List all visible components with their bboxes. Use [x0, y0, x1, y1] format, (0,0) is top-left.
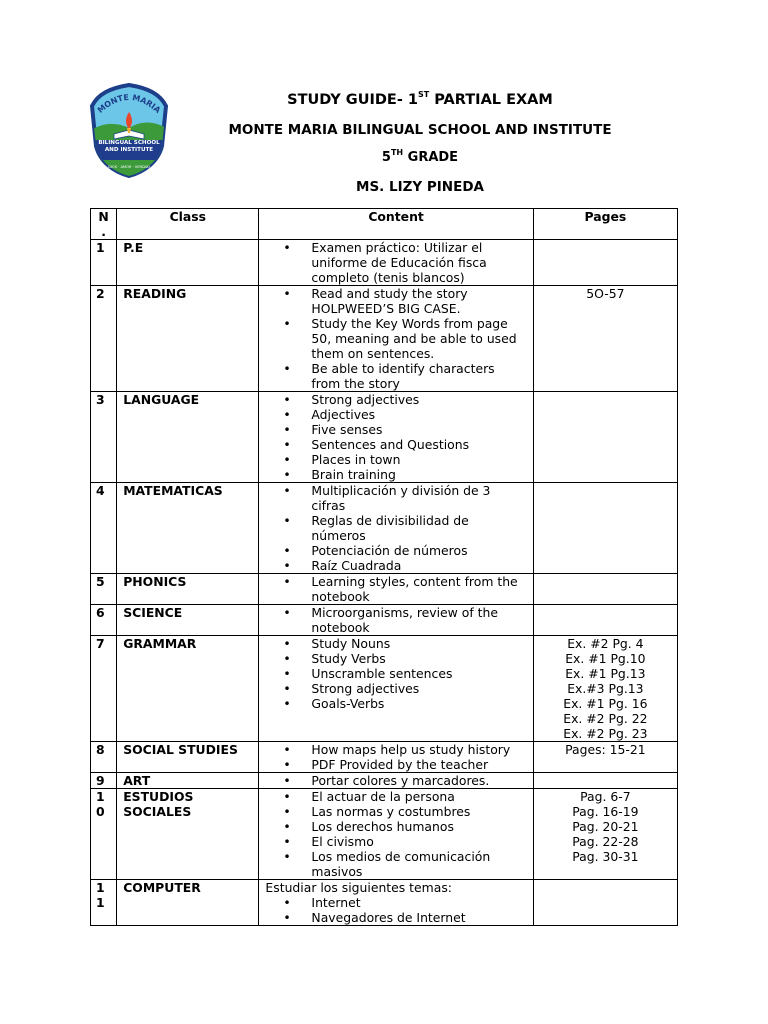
content-item: • Raíz Cuadrada	[265, 558, 526, 573]
row-pages	[533, 483, 677, 574]
row-number: 1 0	[91, 789, 117, 880]
row-class: ART	[117, 773, 259, 789]
header-num: N .	[91, 209, 117, 240]
content-item: • Goals-Verbs	[265, 696, 526, 711]
content-item: • Microorganisms, review of the notebook	[265, 605, 526, 635]
content-item: • Navegadores de Internet	[265, 910, 526, 925]
row-class: LANGUAGE	[117, 392, 259, 483]
row-content	[259, 789, 533, 880]
content-list	[265, 742, 526, 772]
table-row	[91, 636, 678, 742]
row-number: 7	[91, 636, 117, 742]
content-item: • El actuar de la persona	[265, 789, 526, 804]
row-number: 3	[91, 392, 117, 483]
table-row	[91, 483, 678, 574]
table-row	[91, 789, 678, 880]
content-item: • Los derechos humanos	[265, 819, 526, 834]
row-content	[259, 240, 533, 286]
row-pages	[533, 574, 677, 605]
content-item: • Adjectives	[265, 407, 526, 422]
table-row	[91, 574, 678, 605]
row-content	[259, 773, 533, 789]
row-class: MATEMATICAS	[117, 483, 259, 574]
content-item: • Strong adjectives	[265, 681, 526, 696]
row-content	[259, 880, 533, 926]
content-item: • Study Nouns	[265, 636, 526, 651]
content-list	[265, 240, 526, 285]
row-content	[259, 574, 533, 605]
row-class: ESTUDIOS SOCIALES	[117, 789, 259, 880]
row-pages	[533, 605, 677, 636]
row-number: 9	[91, 773, 117, 789]
row-class: SOCIAL STUDIES	[117, 742, 259, 773]
row-content	[259, 636, 533, 742]
content-item: • Las normas y costumbres	[265, 804, 526, 819]
content-item: • Brain training	[265, 467, 526, 482]
content-item: • Read and study the story HOLPWEED’S BIG CASE.	[265, 286, 526, 316]
row-number: 1 1	[91, 880, 117, 926]
content-item: • Internet	[265, 895, 526, 910]
table-row	[91, 392, 678, 483]
content-list	[265, 286, 526, 391]
row-pages	[533, 880, 677, 926]
teacher-name: MS. LIZY PINEDA	[356, 179, 484, 195]
logo-motto: DIOS · AMOR · VERDAD	[108, 165, 150, 169]
content-item: • How maps help us study history	[265, 742, 526, 757]
grade-label: 5TH GRADE	[381, 148, 459, 165]
row-number: 6	[91, 605, 117, 636]
row-pages: 5O-57	[533, 286, 677, 392]
row-class: READING	[117, 286, 259, 392]
content-item: • Sentences and Questions	[265, 437, 526, 452]
content-item: • Portar colores y marcadores.	[265, 773, 526, 788]
row-content	[259, 483, 533, 574]
row-pages	[533, 773, 677, 789]
content-list	[265, 392, 526, 482]
content-item: • Examen práctico: Utilizar el uniforme de Educación fisca completo (tenis blancos)	[265, 240, 526, 285]
content-list	[265, 605, 526, 635]
content-list	[265, 773, 526, 788]
row-content	[259, 605, 533, 636]
row-number: 5	[91, 574, 117, 605]
logo-banner-text: BILINGUAL SCHOOL AND INSTITUTE	[98, 140, 160, 153]
row-pages: Pages: 15-21	[533, 742, 677, 773]
content-item: • Learning styles, content from the notebook	[265, 574, 526, 604]
table-row	[91, 286, 678, 392]
table-row	[91, 605, 678, 636]
content-item: • Potenciación de números	[265, 543, 526, 558]
content-list	[265, 789, 526, 879]
row-class: P.E	[117, 240, 259, 286]
content-intro: Estudiar los siguientes temas:	[265, 880, 452, 895]
row-class: PHONICS	[117, 574, 259, 605]
content-item: • Unscramble sentences	[265, 666, 526, 681]
page-title: STUDY GUIDE- 1ST PARTIAL EXAM	[287, 90, 553, 108]
content-item: • Five senses	[265, 422, 526, 437]
row-pages	[533, 240, 677, 286]
school-logo	[88, 82, 170, 178]
content-item: • Study Verbs	[265, 651, 526, 666]
row-pages: Pag. 6-7 Pag. 16-19 Pag. 20-21 Pag. 22-28 Pag. 30-31	[533, 789, 677, 880]
table-row	[91, 742, 678, 773]
content-list	[265, 895, 526, 925]
table-header-row	[91, 209, 678, 240]
row-class: GRAMMAR	[117, 636, 259, 742]
content-item: • Reglas de divisibilidad de números	[265, 513, 526, 543]
header-pages: Pages	[533, 209, 677, 240]
row-pages	[533, 392, 677, 483]
content-item: • El civismo	[265, 834, 526, 849]
row-number: 4	[91, 483, 117, 574]
content-item: • Strong adjectives	[265, 392, 526, 407]
row-class: COMPUTER	[117, 880, 259, 926]
row-number: 1	[91, 240, 117, 286]
table-row	[91, 240, 678, 286]
row-content	[259, 392, 533, 483]
content-list	[265, 574, 526, 604]
table-row	[91, 773, 678, 789]
content-item: • PDF Provided by the teacher	[265, 757, 526, 772]
content-item: • Multiplicación y división de 3 cifras	[265, 483, 526, 513]
logo-arc-text: MONTE MARIA	[95, 92, 163, 115]
row-content	[259, 742, 533, 773]
content-item: • Places in town	[265, 452, 526, 467]
study-guide-table	[90, 208, 678, 926]
row-content	[259, 286, 533, 392]
content-list	[265, 483, 526, 573]
content-item: • Be able to identify characters from the story	[265, 361, 526, 391]
content-item: • Study the Key Words from page 50, meaning and be able to used them on sentences.	[265, 316, 526, 361]
row-number: 8	[91, 742, 117, 773]
row-number: 2	[91, 286, 117, 392]
row-class: SCIENCE	[117, 605, 259, 636]
row-pages: Ex. #2 Pg. 4 Ex. #1 Pg.10 Ex. #1 Pg.13 Ex.#3 Pg.13 Ex. #1 Pg. 16 Ex. #2 Pg. 22 Ex. #2 Pg. 23	[533, 636, 677, 742]
header-class: Class	[117, 209, 259, 240]
content-item: • Los medios de comunicación masivos	[265, 849, 526, 879]
content-list	[265, 636, 526, 711]
school-name: MONTE MARIA BILINGUAL SCHOOL AND INSTITUTE	[228, 122, 612, 138]
table-row	[91, 880, 678, 926]
header-content: Content	[259, 209, 533, 240]
